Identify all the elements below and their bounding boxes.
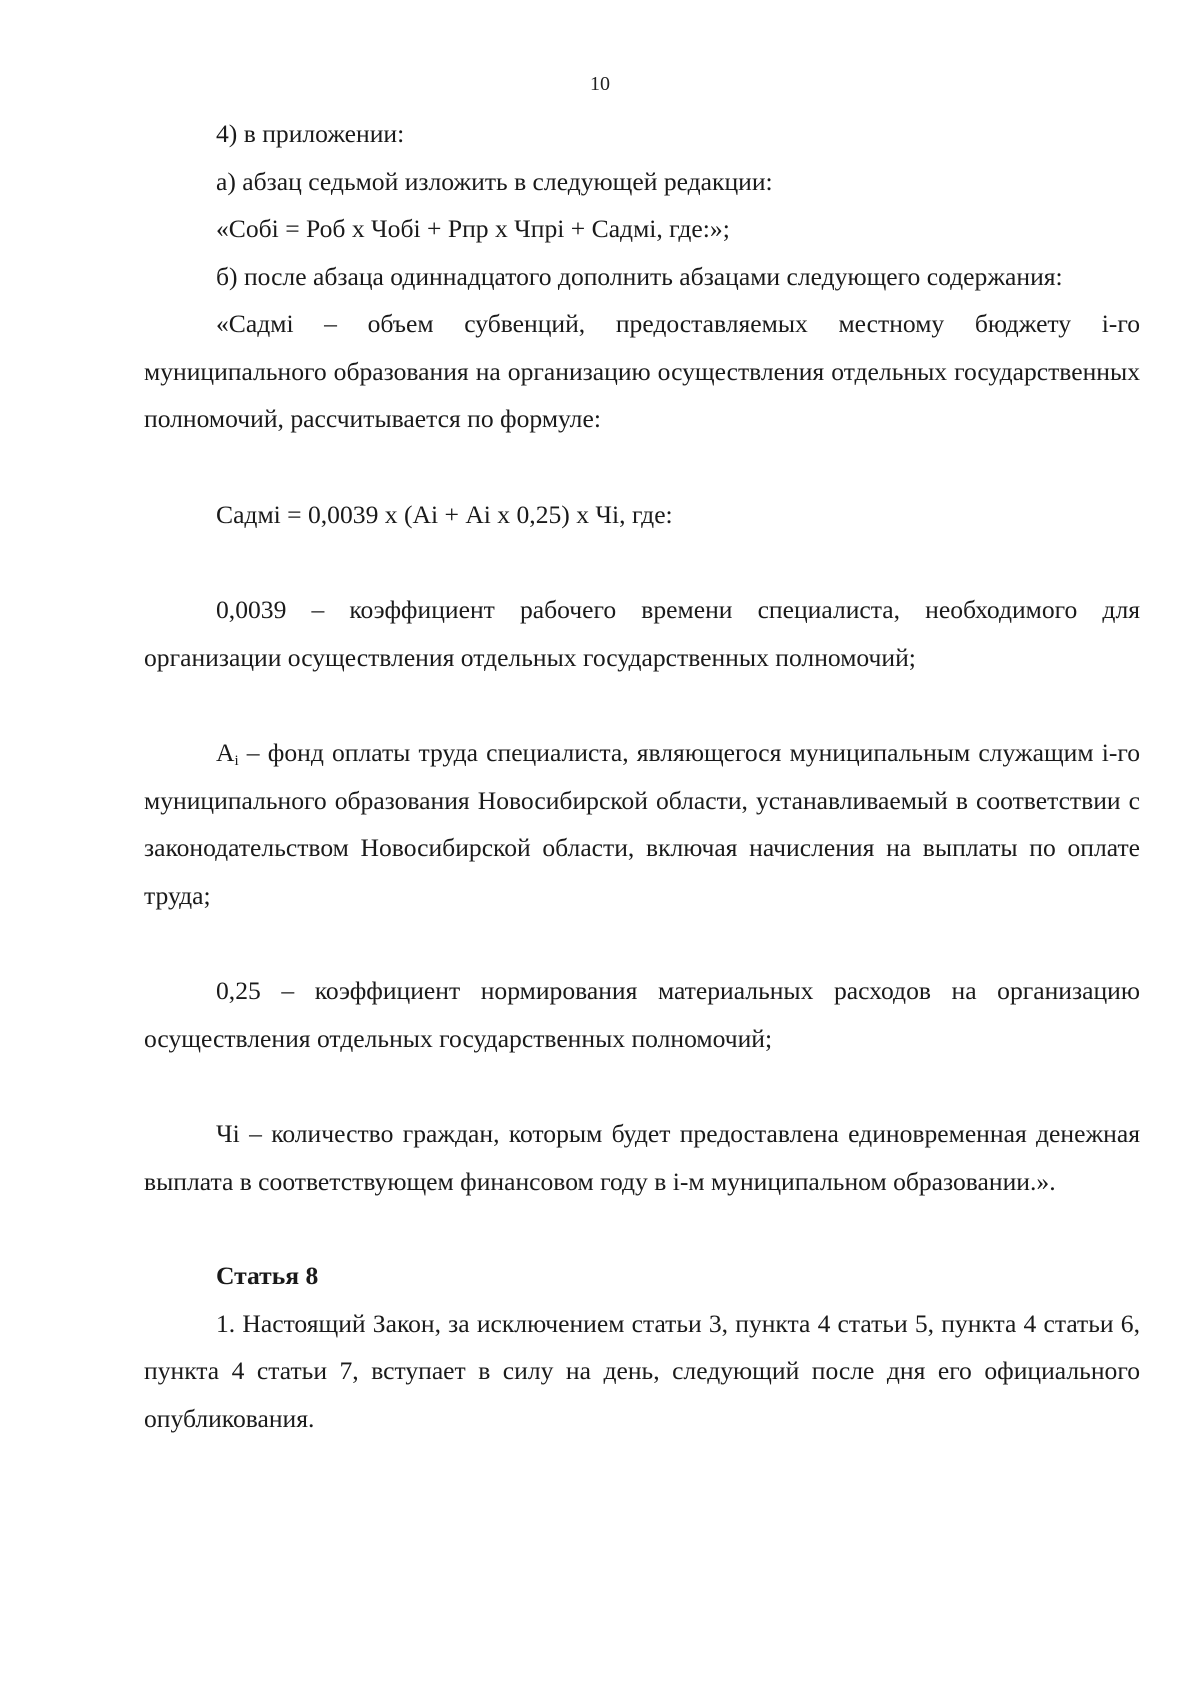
document-body (144, 110, 1140, 1442)
amended-formula-text: «Собі = Роб х Чобі + Рпр х Чпрі + Садмі, где:»; (216, 214, 730, 243)
definition-sadmi: «Садмі – объем субвенций, предоставляемых местному бюджету і-го муниципального образования на организацию осуществления отдельных государственных полномочий, рассчитывается по формуле: (144, 309, 1140, 433)
definition-coefficient-025: 0,25 – коэффициент нормирования материальных расходов на организацию осуществления отдельных государственных полномочий; (144, 976, 1140, 1053)
definition-chi: Чі – количество граждан, которым будет предоставлена единовременная денежная выплата в соответствующем финансовом году в і-м муниципальном образовании.». (144, 1119, 1140, 1196)
page-number: 10 (590, 73, 610, 95)
ai-definition-text: – фонд оплаты труда специалиста, являющегося муниципальным служащим і-го муниципального образования Новосибирской области, устанавливаемый в соответствии с законодательством Новосибирской области, включая начисления на выплаты по оплате труда; (144, 738, 1140, 910)
formula-line: Садмі = 0,0039 х (Аі + Аі х 0,25) х Чі, где: (216, 499, 673, 529)
amendment-subitem-a: а) абзац седьмой изложить в следующей редакции: (216, 166, 773, 196)
amendment-subitem-b: б) после абзаца одиннадцатого дополнить абзацами следующего содержания: (216, 261, 1063, 291)
definition-coefficient-0039: 0,0039 – коэффициент рабочего времени специалиста, необходимого для организации осуществления отдельных государственных полномочий; (144, 595, 1140, 672)
ai-subscript: i (234, 753, 239, 769)
article-8-item-1: 1. Настоящий Закон, за исключением статьи 3, пункта 4 статьи 5, пункта 4 статьи 6, пункта 4 статьи 7, вступает в силу на день, следующий после дня его официального опубликования. (144, 1308, 1140, 1433)
definition-ai (144, 729, 1140, 919)
article-heading: Статья 8 (216, 1261, 319, 1290)
ai-symbol: А (216, 738, 235, 767)
amendment-item-4: 4) в приложении: (216, 119, 405, 148)
